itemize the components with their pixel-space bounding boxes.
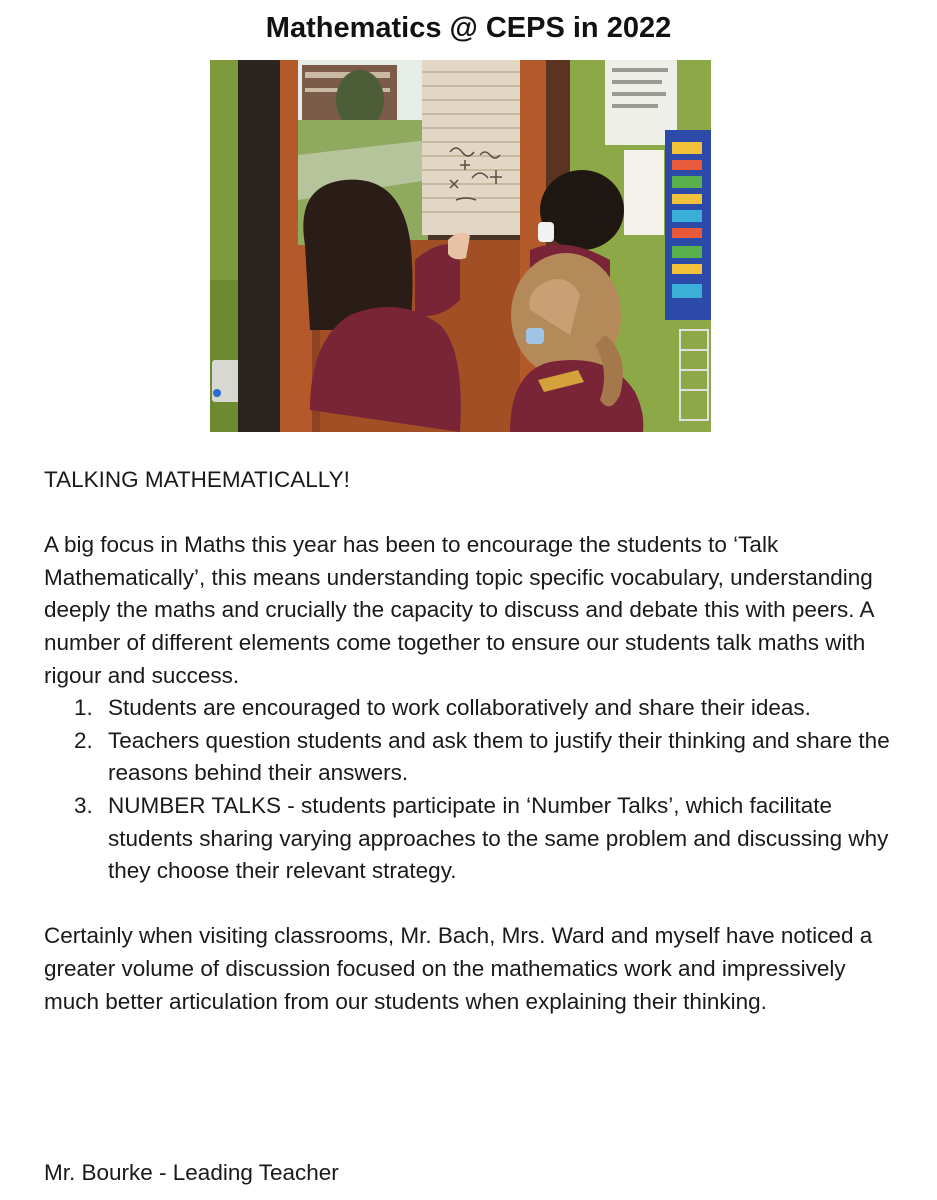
list-item: Teachers question students and ask them to justify their thinking and share the reasons behind their answers.: [108, 727, 890, 786]
signature: Mr. Bourke - Leading Teacher: [44, 1160, 339, 1185]
intro-paragraph: A big focus in Maths this year has been to encourage the students to ‘Talk Mathematically’, this means understanding topic specific vocabulary, understanding deeply the maths and crucially the capacity to discuss and debate this with peers. A number of different elements come together to ensure our students talk maths with rigour and success.: [44, 532, 874, 688]
section-heading: TALKING MATHEMATICALLY!: [44, 467, 350, 492]
classroom-photo: [210, 60, 711, 432]
list-item: NUMBER TALKS - students participate in ‘Number Talks’, which facilitate students sharing varying approaches to the same problem and discussing why they choose their relevant strategy.: [108, 792, 889, 884]
closing-paragraph: Certainly when visiting classrooms, Mr. Bach, Mrs. Ward and myself have noticed a greater volume of discussion focused on the mathematics work and impressively much better articulation from our students when explaining their thinking.: [44, 923, 873, 1014]
article-body: [44, 464, 904, 1018]
list-item: Students are encouraged to work collaboratively and share their ideas.: [108, 695, 811, 721]
page-title: Mathematics @ CEPS in 2022: [265, 12, 672, 44]
focus-list: [44, 692, 904, 888]
